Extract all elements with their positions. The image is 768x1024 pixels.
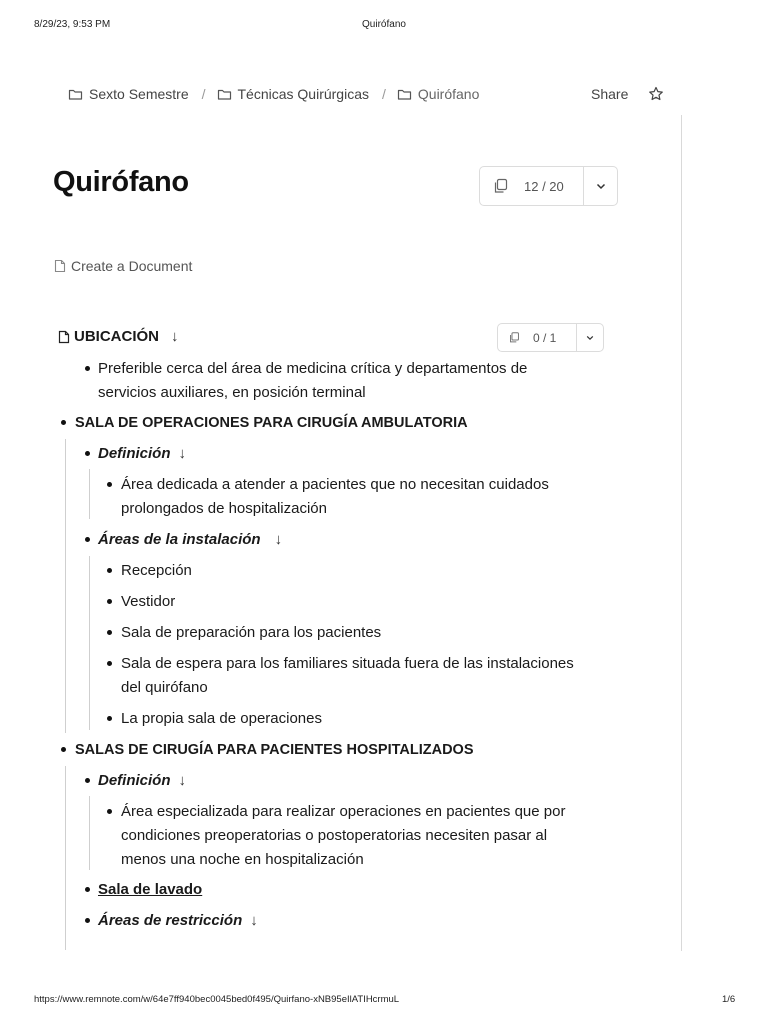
page-counter-dropdown[interactable] bbox=[583, 167, 617, 205]
ubicacion-counter-button[interactable] bbox=[498, 324, 576, 351]
bullet bbox=[107, 568, 112, 573]
list-item-continuation[interactable]: menos una noche en hospitalización bbox=[121, 851, 364, 868]
list-item-continuation[interactable]: condiciones preoperatorias o postoperatorias necesiten pasar al bbox=[121, 827, 548, 844]
star-button[interactable] bbox=[648, 85, 664, 103]
definicion-label: Definición bbox=[98, 445, 171, 462]
indent-guide bbox=[65, 439, 66, 733]
bullet bbox=[85, 537, 90, 542]
definicion-toggle[interactable] bbox=[98, 442, 186, 466]
bullet bbox=[61, 747, 66, 752]
bullet bbox=[85, 451, 90, 456]
bullet bbox=[107, 482, 112, 487]
bullet bbox=[107, 716, 112, 721]
page-counter bbox=[479, 166, 618, 206]
areas-label: Áreas de la instalación bbox=[98, 531, 261, 548]
arrow-down-icon: ↓ bbox=[171, 328, 179, 345]
bullet bbox=[85, 366, 90, 371]
indent-guide bbox=[89, 469, 90, 519]
breadcrumb-label: Sexto Semestre bbox=[89, 86, 189, 102]
ubicacion-label: UBICACIÓN bbox=[74, 328, 159, 345]
breadcrumb bbox=[68, 84, 479, 104]
print-datetime: 8/29/23, 9:53 PM bbox=[34, 19, 111, 30]
section-heading-hospitalizados[interactable]: SALAS DE CIRUGÍA PARA PACIENTES HOSPITALIZADOS bbox=[75, 742, 474, 758]
breadcrumb-item-quirofano[interactable] bbox=[397, 86, 479, 102]
ubicacion-counter bbox=[497, 323, 604, 352]
arrow-down-icon: ↓ bbox=[250, 912, 258, 929]
restriccion-toggle[interactable] bbox=[98, 909, 258, 933]
bullet bbox=[107, 809, 112, 814]
page-counter-button[interactable] bbox=[480, 167, 583, 205]
panel-divider bbox=[681, 115, 682, 951]
list-item[interactable]: La propia sala de operaciones bbox=[121, 710, 322, 727]
bullet bbox=[85, 918, 90, 923]
chevron-down-icon bbox=[596, 183, 606, 190]
bullet bbox=[107, 599, 112, 604]
arrow-down-icon: ↓ bbox=[178, 772, 187, 789]
list-item-continuation[interactable]: del quirófano bbox=[121, 679, 208, 696]
list-item[interactable]: Sala de preparación para los pacientes bbox=[121, 624, 382, 641]
section-heading-ambulatoria[interactable]: SALA DE OPERACIONES PARA CIRUGÍA AMBULATORIA bbox=[75, 415, 468, 431]
restriccion-label: Áreas de restricción bbox=[98, 912, 243, 929]
breadcrumb-separator: / bbox=[201, 86, 206, 102]
list-item-continuation[interactable]: prolongados de hospitalización bbox=[121, 500, 327, 517]
document-icon bbox=[54, 259, 66, 273]
print-page-title: Quirófano bbox=[362, 19, 406, 30]
chevron-down-icon bbox=[586, 335, 594, 341]
list-item[interactable]: Recepción bbox=[121, 562, 192, 579]
print-page-number: 1/6 bbox=[722, 994, 736, 1005]
indent-guide bbox=[89, 796, 90, 870]
list-item[interactable]: Sala de espera para los familiares situada fuera de las instalaciones bbox=[121, 655, 574, 672]
areas-toggle[interactable] bbox=[98, 528, 282, 552]
bullet bbox=[85, 887, 90, 892]
list-item[interactable]: Área dedicada a atender a pacientes que no necesitan cuidados bbox=[121, 476, 549, 493]
bullet bbox=[107, 661, 112, 666]
page-counter-text: 12 / 20 bbox=[524, 178, 564, 194]
ubicacion-counter-text: 0 / 1 bbox=[533, 330, 557, 345]
copy-icon bbox=[492, 177, 510, 195]
list-item[interactable]: Vestidor bbox=[121, 593, 176, 610]
bullet bbox=[61, 420, 66, 425]
folder-icon bbox=[397, 88, 412, 101]
create-document-label: Create a Document bbox=[71, 258, 193, 274]
share-button[interactable]: Share bbox=[591, 86, 629, 102]
indent-guide bbox=[65, 766, 66, 950]
sala-de-lavado-link[interactable]: Sala de lavado bbox=[98, 881, 203, 898]
breadcrumb-separator: / bbox=[382, 86, 386, 102]
arrow-down-icon: ↓ bbox=[274, 531, 283, 548]
arrow-down-icon: ↓ bbox=[178, 445, 187, 462]
page-title: Quirófano bbox=[53, 166, 189, 198]
folder-icon bbox=[217, 88, 232, 101]
bullet bbox=[107, 630, 112, 635]
list-item[interactable]: Área especializada para realizar operaciones en pacientes que por bbox=[121, 803, 566, 820]
list-item-continuation[interactable]: servicios auxiliares, en posición terminal bbox=[98, 384, 366, 401]
bullet bbox=[85, 778, 90, 783]
breadcrumb-label: Quirófano bbox=[417, 86, 480, 102]
indent-guide bbox=[89, 556, 90, 730]
ubicacion-counter-dropdown[interactable] bbox=[576, 324, 603, 351]
star-icon bbox=[648, 86, 664, 102]
create-document-button[interactable] bbox=[54, 258, 192, 274]
breadcrumb-label: Técnicas Quirúrgicas bbox=[237, 86, 369, 102]
print-url: https://www.remnote.com/w/64e7ff940bec0045bed0f495/Quirfano-xNB95eIlATIHcrmuL bbox=[34, 994, 400, 1005]
definicion-label: Definición bbox=[98, 772, 171, 789]
ubicacion-heading[interactable] bbox=[58, 325, 179, 349]
list-item[interactable]: Preferible cerca del área de medicina crítica y departamentos de bbox=[98, 360, 528, 377]
breadcrumb-item-tecnicas-quirurgicas[interactable] bbox=[217, 86, 370, 102]
document-icon bbox=[58, 330, 70, 344]
copy-icon bbox=[508, 331, 521, 344]
folder-icon bbox=[68, 88, 83, 101]
definicion-toggle[interactable] bbox=[98, 769, 186, 793]
breadcrumb-item-sexto-semestre[interactable] bbox=[68, 86, 189, 102]
